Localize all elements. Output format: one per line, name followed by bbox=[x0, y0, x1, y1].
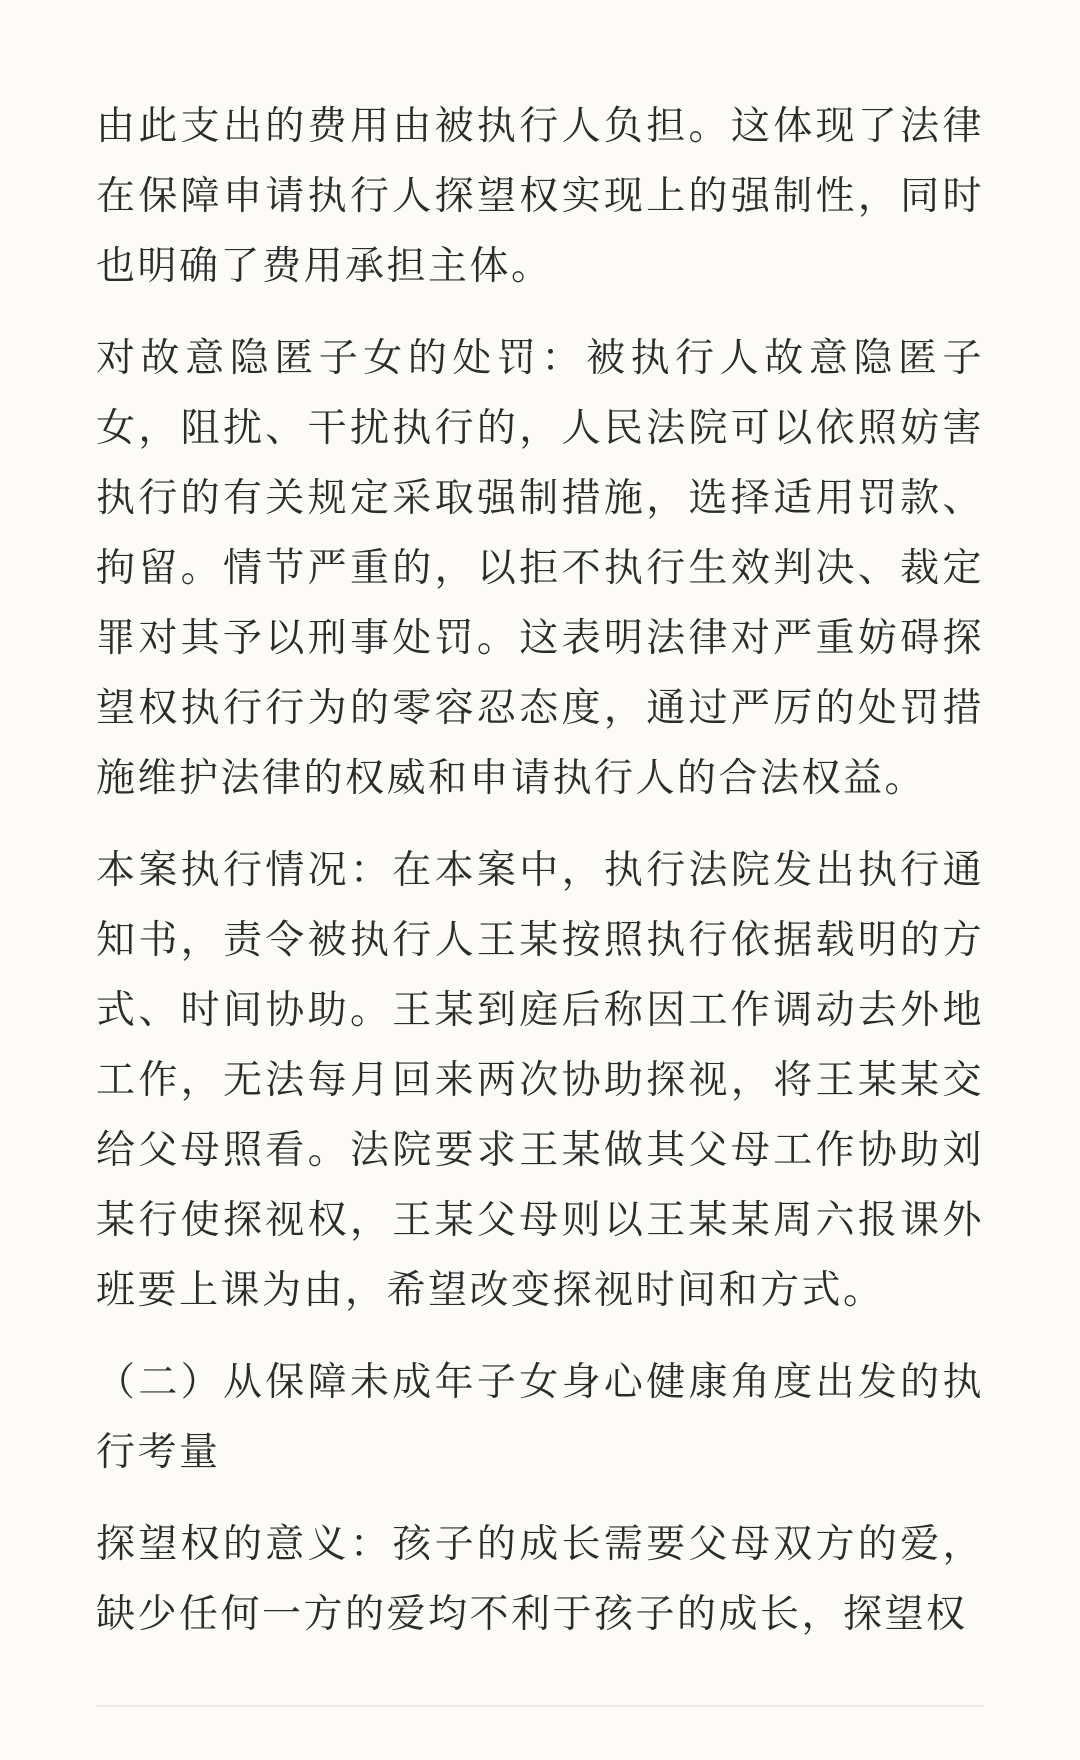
paragraph-fee-burden: 由此支出的费用由被执行人负担。这体现了法律在保障申请执行人探望权实现上的强制性，同时也明确了费用承担主体。 bbox=[96, 104, 984, 289]
paragraph-visitation-meaning: 探望权的意义：孩子的成长需要父母双方的爱，缺少任何一方的爱均不利于孩子的成长，探望权 bbox=[96, 1522, 984, 1637]
section-heading: （二）从保障未成年子女身心健康角度出发的执行考量 bbox=[96, 1360, 984, 1475]
bottom-divider bbox=[96, 1705, 984, 1707]
paragraph-case-execution: 本案执行情况：在本案中，执行法院发出执行通知书，责令被执行人王某按照执行依据载明的方式、时间协助。王某到庭后称因工作调动去外地工作，无法每月回来两次协助探视，将王某某交给父母照看。法院要求王某做其父母工作协助刘某行使探视权，王某父母则以王某某周六报课外班要上课为由，希望改变探视时间和方式。 bbox=[96, 848, 984, 1313]
paragraph-concealment-penalty: 对故意隐匿子女的处罚：被执行人故意隐匿子女，阻扰、干扰执行的，人民法院可以依照妨害执行的有关规定采取强制措施，选择适用罚款、拘留。情节严重的，以拒不执行生效判决、裁定罪对其予以刑事处罚。这表明法律对严重妨碍探望权执行行为的零容忍态度，通过严厉的处罚措施维护法律的权威和申请执行人的合法权益。 bbox=[96, 336, 984, 801]
